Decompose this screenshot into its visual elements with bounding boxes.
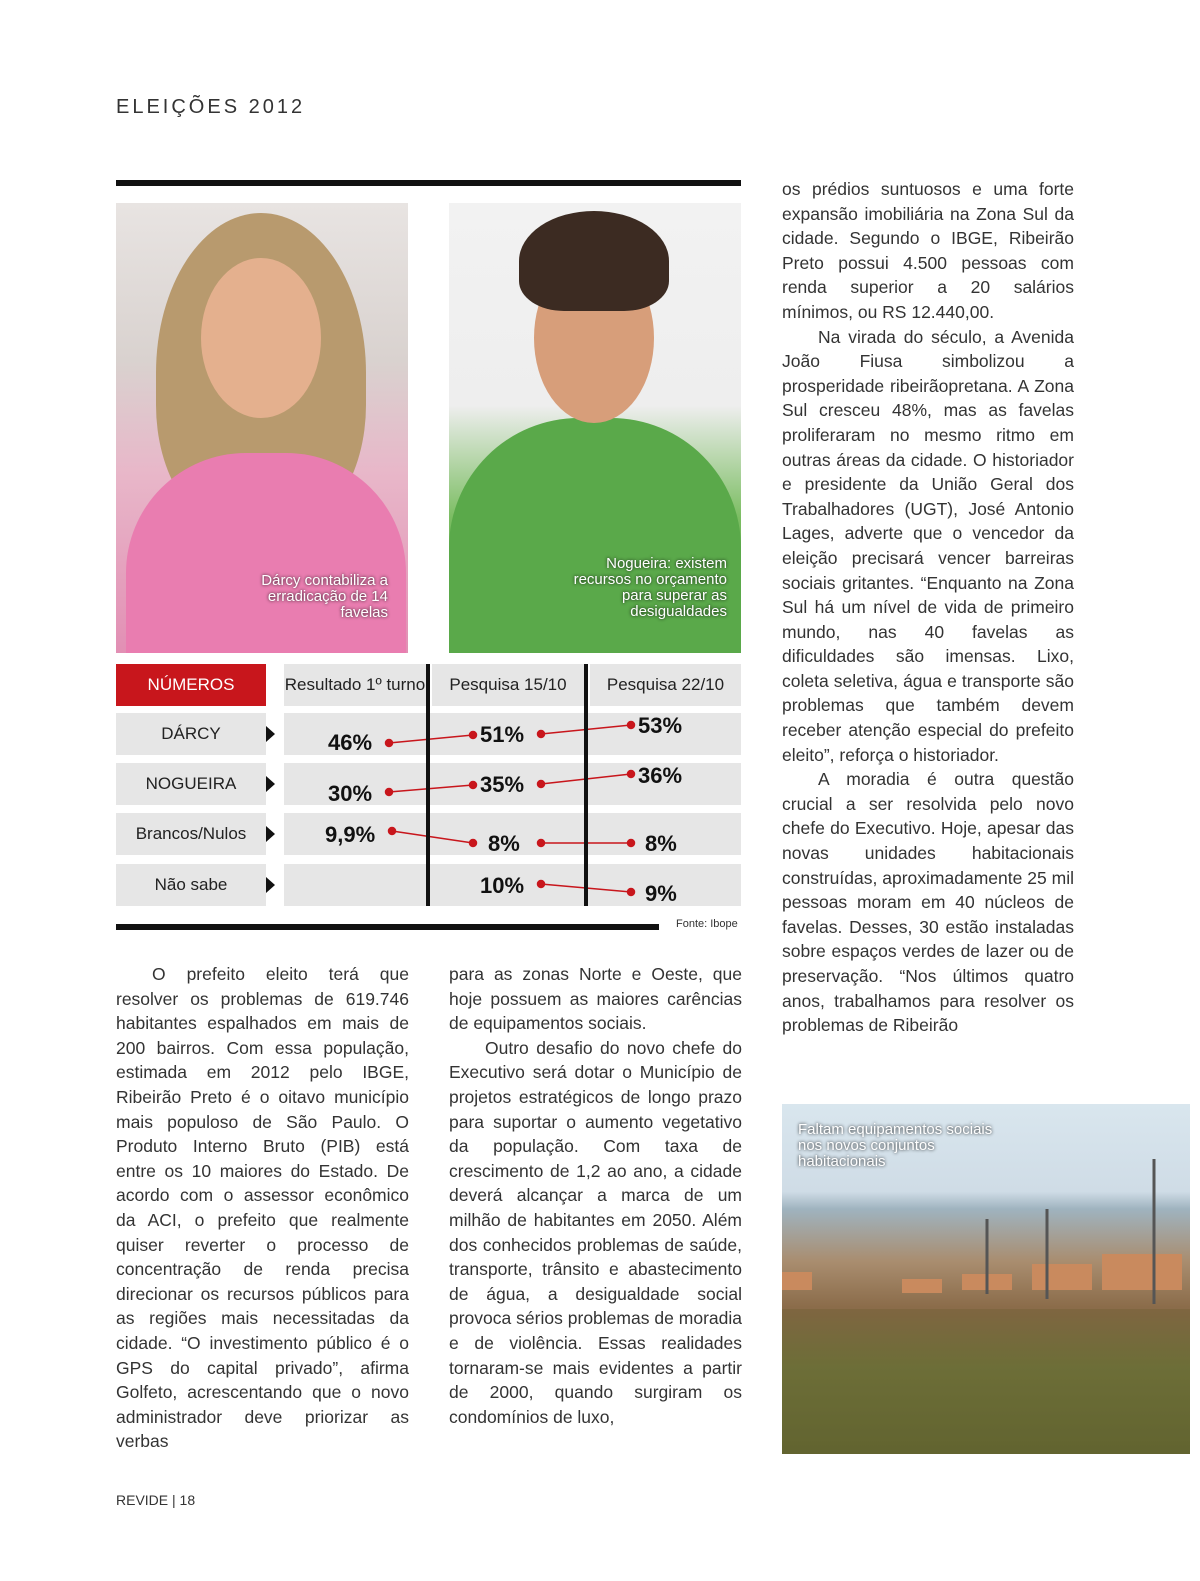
article-column-3 (782, 177, 1074, 1038)
trend-point (470, 782, 477, 789)
top-rule (116, 180, 741, 186)
article-column-2 (449, 962, 742, 1429)
darcy-shirt (126, 453, 406, 653)
trend-point (470, 732, 477, 739)
housing-caption: Faltam equipamentos sociais nos novos conjuntos habitacionais (798, 1121, 993, 1170)
row-label-nogueira: NOGUEIRA (116, 763, 266, 805)
house-shape (902, 1279, 942, 1293)
house-shape (1102, 1254, 1182, 1290)
row-label-darcy: DÁRCY (116, 713, 266, 755)
arrow-icon (266, 826, 275, 842)
trend-point (628, 889, 635, 896)
article-column-1 (116, 962, 409, 1454)
header-pesquisa-2210: Pesquisa 22/10 (590, 664, 741, 706)
ground-shape (782, 1309, 1190, 1454)
trend-point (538, 840, 545, 847)
trend-point (628, 771, 635, 778)
row-label-brancos-nulos: Brancos/Nulos (116, 813, 266, 855)
darcy-value-2210: 53% (638, 713, 683, 738)
house-shape (1032, 1264, 1092, 1290)
header-pesquisa-1510: Pesquisa 15/10 (432, 664, 584, 706)
nogueira-value-1510: 35% (480, 772, 525, 797)
paragraph: Na virada do século, a Avenida João Fiusa simbolizou a prosperidade ribeirãopretana. A Zona Sul cresceu 48%, mas as favelas proliferaram no mesmo ritmo em outras áreas da cidade. O historiador e presidente da União Geral dos Trabalhadores (UGT), José Antonio Lages, adverte que o vencedor da eleição precisará vencer barreiras sociais gritantes. “Enquanto na Zona Sul há um nível de vida de primeiro mundo, nas 40 favelas as dificuldades são imensas. Lixo, coleta seletiva, água e transporte são problemas que também devem receber atenção especial do prefeito eleito”, reforça o historiador. (782, 326, 1074, 765)
bottom-rule (116, 924, 659, 930)
trend-point (470, 840, 477, 847)
row-label-nao-sabe: Não sabe (116, 864, 266, 906)
naosabe-value-2210: 9% (645, 881, 677, 906)
nogueira-photo (449, 203, 741, 653)
trend-point (538, 781, 545, 788)
paragraph: os prédios suntuosos e uma forte expansão imobiliária na Zona Sul da cidade. Segundo o IBGE, Ribeirão Preto possui 4.500 pessoas com renda superior a 20 salários mínimos, ou RS 12.440,00. (782, 179, 1074, 322)
column-divider (426, 664, 430, 906)
trend-point (538, 731, 545, 738)
darcy-face (201, 258, 321, 418)
nogueira-caption: Nogueira: existem recursos no orçamento para superar as desigualdades (573, 555, 727, 620)
table-source: Fonte: Ibope (676, 918, 738, 930)
page-footer: REVIDE | 18 (116, 1492, 196, 1508)
arrow-icon (266, 726, 275, 742)
darcy-caption: Dárcy contabiliza a erradicação de 14 favelas (261, 572, 388, 621)
paragraph: A moradia é outra questão crucial a ser resolvida pelo novo chefe do Executivo. Hoje, apesar das novas unidades habitacionais construídas, aproximadamente 25 mil pessoas moram em 40 núcleos de favelas. Desses, 30 estão instaladas sobre espaços verdes de lazer ou de preservação. “Nos últimos quatro anos, trabalhamos para resolver os problemas de Ribeirão (782, 769, 1074, 1036)
table-title: NÚMEROS (116, 664, 266, 706)
paragraph: Outro desafio do novo chefe do Executivo será dotar o Município de projetos estratégicos de longo prazo para suportar o aumento vegetativo da população. Com taxa de crescimento de 1,2 ao ano, a cidade deverá alcançar a marca de um milhão de habitantes em 2050. Além dos conhecidos problemas de saúde, transporte, trânsito e abastecimento de água, a desigualdade social provoca sérios problemas de moradia e de violência. Essas realidades tornaram-se mais evidentes a partir de 2000, quando surgiram os condomínios de luxo, (449, 1037, 742, 1427)
trend-line (389, 735, 473, 743)
arrow-icon (266, 877, 275, 893)
brancos-value-1turno: 9,9% (325, 822, 376, 847)
column-divider (584, 664, 588, 906)
brancos-value-2210: 8% (645, 831, 677, 856)
trend-point (389, 828, 396, 835)
nogueira-hair (519, 211, 669, 311)
nogueira-value-2210: 36% (638, 763, 683, 788)
trend-line (392, 831, 473, 843)
trend-point (386, 740, 393, 747)
nogueira-value-1turno: 30% (328, 781, 373, 806)
darcy-photo (116, 203, 408, 653)
header-resultado: Resultado 1º turno (284, 664, 426, 706)
trend-point (628, 840, 635, 847)
naosabe-value-1510: 10% (480, 873, 525, 898)
darcy-value-1turno: 46% (328, 730, 373, 755)
brancos-value-1510: 8% (488, 831, 520, 856)
paragraph: O prefeito eleito terá que resolver os problemas de 619.746 habitantes espalhados em mais de 200 bairros. Com essa população, estimada em 2012 pelo IBGE, Ribeirão Preto é o oitavo município mais populoso de São Paulo. O Produto Interno Bruto (PIB) está entre os 10 maiores do Estado. De acordo com o assessor econômico da ACI, o prefeito que realmente quiser reverter o processo de concentração de renda precisa direcionar os recursos públicos para as regiões mais necessitadas da cidade. “O investimento público é o GPS do capital privado”, afirma Golfeto, acrescentando que o novo administrador deve priorizar as verbas (116, 964, 409, 1452)
section-label: ELEIÇÕES 2012 (116, 96, 306, 118)
paragraph: para as zonas Norte e Oeste, que hoje possuem as maiores carências de equipamentos sociais. (449, 964, 742, 1034)
trend-point (628, 722, 635, 729)
arrow-icon (266, 776, 275, 792)
house-shape (782, 1272, 812, 1290)
housing-photo (782, 1104, 1190, 1454)
trend-line (389, 785, 473, 792)
trend-point (538, 881, 545, 888)
darcy-value-1510: 51% (480, 722, 525, 747)
trend-point (386, 789, 393, 796)
